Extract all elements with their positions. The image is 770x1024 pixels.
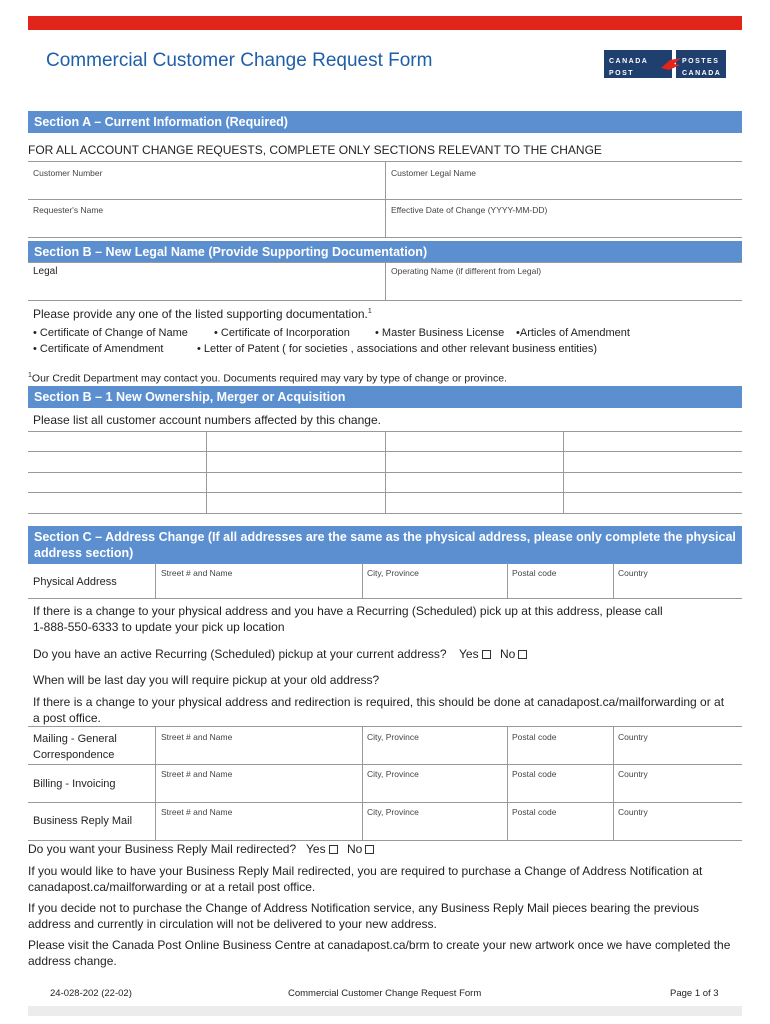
physical-postal-label: Postal code xyxy=(512,568,557,578)
effective-date-label: Effective Date of Change (YYYY-MM-DD) xyxy=(391,205,548,215)
mailing-label-line-2: Correspondence xyxy=(33,749,115,761)
mailing-postal-label: Postal code xyxy=(512,732,557,742)
section-a-header: Section A – Current Information (Required) xyxy=(28,111,742,133)
billing-city-label: City, Province xyxy=(367,769,419,779)
billing-postal-label: Postal code xyxy=(512,769,557,779)
canada-post-eagle-icon xyxy=(660,56,682,72)
legal-label: Legal xyxy=(33,266,58,277)
form-code: 24-028-202 (22-02) xyxy=(50,988,132,999)
brm-paragraph-1-line-2: canadapost.ca/mailforwarding or at a retail post office. xyxy=(28,880,316,894)
doc-bullet-1: • Certificate of Change of Name xyxy=(33,327,188,339)
account-numbers-table[interactable] xyxy=(28,431,742,514)
section-c-header: Section C – Address Change (If all addresses are the same as the physical address, please only complete the physical address section) xyxy=(28,526,742,564)
brm-question: Do you want your Business Reply Mail redirected? xyxy=(28,842,297,856)
pickup-note-line-2: 1-888-550-6333 to update your pick up location xyxy=(33,620,285,634)
brm-yes-option[interactable]: Yes xyxy=(306,841,338,857)
mailing-street-label: Street # and Name xyxy=(161,732,233,742)
pickup-question: Do you have an active Recurring (Scheduled) pickup at your current address? xyxy=(33,647,447,661)
canada-post-logo: CANADA POST POSTES CANADA xyxy=(604,50,726,78)
pickup-no-option[interactable]: No xyxy=(500,646,527,662)
section-b1-header: Section B – 1 New Ownership, Merger or Acquisition xyxy=(28,386,742,408)
bottom-bar xyxy=(28,1006,742,1016)
pickup-note-line-1: If there is a change to your physical address and you have a Recurring (Scheduled) pick up at this address, please call xyxy=(33,604,663,618)
mailing-country-label: Country xyxy=(618,732,648,742)
brm-country-label: Country xyxy=(618,807,648,817)
pickup-yes-checkbox[interactable] xyxy=(482,650,491,659)
section-a-instruction: FOR ALL ACCOUNT CHANGE REQUESTS, COMPLETE ONLY SECTIONS RELEVANT TO THE CHANGE xyxy=(28,143,602,157)
brand-top-bar xyxy=(28,16,742,30)
redirect-note-line-1: If there is a change to your physical address and redirection is required, this should be done at canadapost.ca/mailforwarding or at xyxy=(33,695,725,709)
page-number: Page 1 of 3 xyxy=(670,988,719,999)
footer-form-title: Commercial Customer Change Request Form xyxy=(288,988,482,999)
brm-paragraph-1-line-1: If you would like to have your Business Reply Mail redirected, you are required to purchase a Change of Address Notification at xyxy=(28,864,703,878)
pickup-no-checkbox[interactable] xyxy=(518,650,527,659)
customer-number-field[interactable] xyxy=(28,180,384,198)
effective-date-field[interactable] xyxy=(386,217,742,235)
brm-city-label: City, Province xyxy=(367,807,419,817)
brm-street-label: Street # and Name xyxy=(161,807,233,817)
redirect-note-line-2: a post office. xyxy=(33,711,101,725)
physical-address-label: Physical Address xyxy=(33,576,117,588)
brm-postal-label: Postal code xyxy=(512,807,557,817)
operating-name-label: Operating Name (if different from Legal) xyxy=(391,266,542,276)
doc-bullet-6: • Letter of Patent ( for societies , associations and other relevant business entities) xyxy=(197,343,598,355)
mailing-city-label: City, Province xyxy=(367,732,419,742)
brm-paragraph-2-line-1: If you decide not to purchase the Change of Address Notification service, any Business Reply Mail pieces bearing the previous xyxy=(28,901,700,915)
physical-street-label: Street # and Name xyxy=(161,568,233,578)
operating-name-field[interactable] xyxy=(386,278,742,298)
customer-number-label: Customer Number xyxy=(33,168,103,178)
section-b1-instruction: Please list all customer account numbers affected by this change. xyxy=(33,413,381,427)
doc-bullet-4: •Articles of Amendment xyxy=(516,327,630,339)
doc-bullet-5: • Certificate of Amendment xyxy=(33,343,164,355)
customer-legal-name-label: Customer Legal Name xyxy=(391,168,477,178)
physical-country-label: Country xyxy=(618,568,648,578)
legal-name-field[interactable] xyxy=(28,278,384,298)
brm-paragraph-3-line-1: Please visit the Canada Post Online Business Centre at canadapost.ca/brm to create your new artwork once we have completed the xyxy=(28,938,731,952)
physical-city-label: City, Province xyxy=(367,568,419,578)
doc-bullet-2: • Certificate of Incorporation xyxy=(214,327,350,339)
customer-legal-name-field[interactable] xyxy=(386,180,742,198)
pickup-yes-option[interactable]: Yes xyxy=(459,646,491,662)
requester-name-field[interactable] xyxy=(28,217,384,235)
billing-label: Billing - Invoicing xyxy=(33,778,116,790)
page-title: Commercial Customer Change Request Form xyxy=(46,50,433,71)
last-pickup-question: When will be last day you will require pickup at your old address? xyxy=(33,673,380,687)
requester-name-label: Requester's Name xyxy=(33,205,104,215)
billing-street-label: Street # and Name xyxy=(161,769,233,779)
brm-no-checkbox[interactable] xyxy=(365,845,374,854)
mailing-label-line-1: Mailing - General xyxy=(33,733,117,745)
brm-paragraph-2-line-2: address and currently in circulation will not be delivered to your new address. xyxy=(28,917,437,931)
brm-no-option[interactable]: No xyxy=(347,841,374,857)
brm-paragraph-3-line-2: address change. xyxy=(28,954,117,968)
doc-bullet-3: • Master Business License xyxy=(375,327,505,339)
supporting-docs-instruction: Please provide any one of the listed supporting documentation.$^1$ xyxy=(33,307,372,321)
brm-label: Business Reply Mail xyxy=(33,815,133,827)
credit-footnote: $^1$Our Credit Department may contact you. Documents required may vary by type of change or province. xyxy=(28,372,507,385)
section-b-header: Section B – New Legal Name (Provide Supporting Documentation) xyxy=(28,241,742,263)
billing-country-label: Country xyxy=(618,769,648,779)
brm-yes-checkbox[interactable] xyxy=(329,845,338,854)
address-table xyxy=(28,726,742,841)
